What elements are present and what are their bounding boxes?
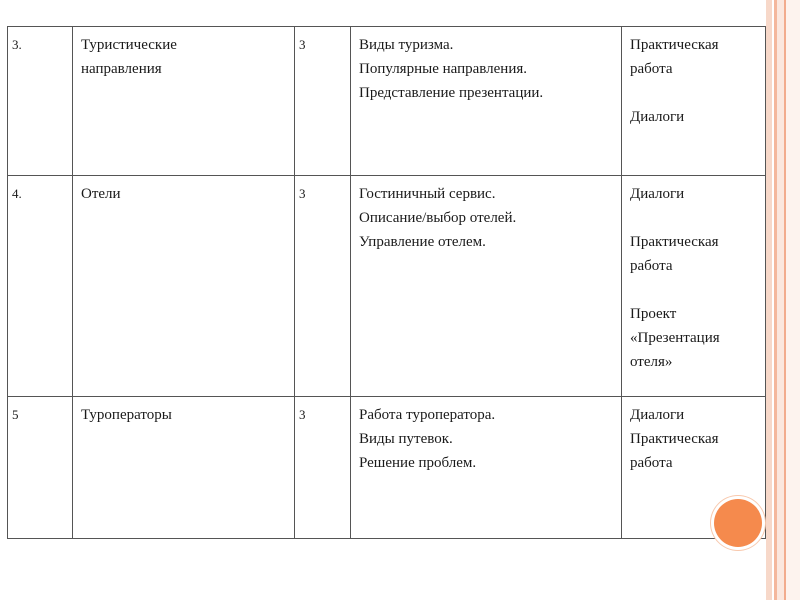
activity-cell: Диалоги Практическая работа Проект «Презентация отеля» — [622, 176, 766, 397]
topic-cell: Туроператоры — [73, 397, 295, 539]
content-cell: Виды туризма. Популярные направления. Представление презентации. — [351, 27, 622, 176]
curriculum-table — [7, 26, 766, 539]
decorative-circle — [714, 499, 762, 547]
hours-cell: 3 — [295, 176, 351, 397]
table-row — [8, 397, 766, 539]
content-cell: Гостиничный сервис. Описание/выбор отелей. Управление отелем. — [351, 176, 622, 397]
row-number-cell: 4. — [8, 176, 73, 397]
content-cell: Работа туроператора. Виды путевок. Решение проблем. — [351, 397, 622, 539]
hours-cell: 3 — [295, 397, 351, 539]
row-number-cell: 3. — [8, 27, 73, 176]
activity-cell: Диалоги Практическая работа — [622, 397, 766, 539]
table-row — [8, 27, 766, 176]
decorative-stripe — [786, 0, 800, 600]
topic-cell: Отели — [73, 176, 295, 397]
decorative-stripe — [777, 0, 784, 600]
hours-cell: 3 — [295, 27, 351, 176]
topic-cell: Туристические направления — [73, 27, 295, 176]
table-row — [8, 176, 766, 397]
row-number-cell: 5 — [8, 397, 73, 539]
activity-cell: Практическая работа Диалоги — [622, 27, 766, 176]
